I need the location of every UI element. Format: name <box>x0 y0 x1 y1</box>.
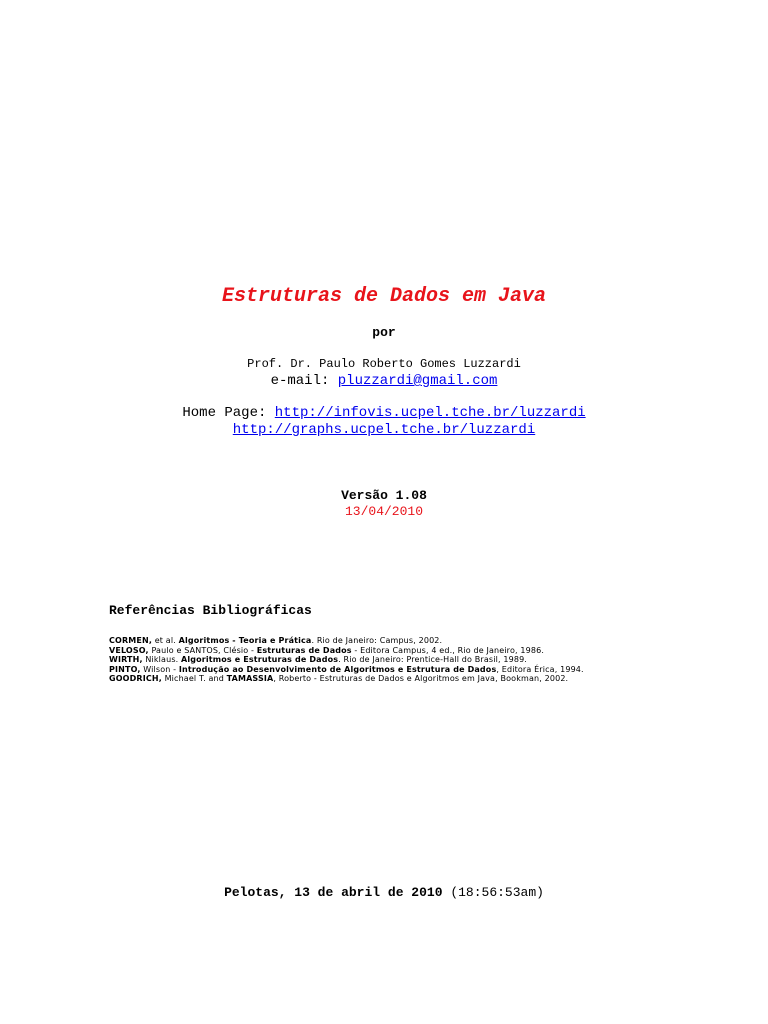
reference-text: , Roberto - Estruturas de Dados e Algoritmos em Java, Bookman, 2002. <box>273 674 569 683</box>
reference-item <box>109 655 631 665</box>
reference-text: et al. <box>152 636 179 645</box>
reference-title: Algoritmos - Teoria e Prática <box>178 636 312 645</box>
reference-author: WIRTH, <box>109 655 143 664</box>
email-link[interactable]: pluzzardi@gmail.com <box>337 373 498 389</box>
reference-text: , Editora Érica, 1994. <box>496 664 584 674</box>
reference-item <box>109 646 631 656</box>
reference-author: VELOSO, <box>109 645 149 655</box>
reference-text: . Rio de Janeiro: Campus, 2002. <box>311 636 443 645</box>
email-line <box>0 373 768 389</box>
email-label: e-mail: <box>270 373 338 389</box>
reference-title: Estruturas de Dados <box>256 645 352 655</box>
footer-date: Pelotas, 13 de abril de 2010 <box>224 885 443 900</box>
homepage-link-2[interactable]: http://graphs.ucpel.tche.br/luzzardi <box>232 422 536 438</box>
reference-text: Wilson - <box>140 664 179 674</box>
reference-title: Introdução ao Desenvolvimento de Algoritmos e Estrutura de Dados <box>178 664 497 674</box>
author-name: Prof. Dr. Paulo Roberto Gomes Luzzardi <box>247 357 521 371</box>
document-title: Estruturas de Dados em Java <box>221 285 547 308</box>
reference-text: . Rio de Janeiro: Prentice-Hall do Brasil, 1989. <box>338 655 528 664</box>
reference-text: Niklaus. <box>142 655 182 664</box>
footer-time: (18:56:53am) <box>450 885 544 900</box>
version-label: Versão 1.08 <box>341 488 427 503</box>
homepage-link-1[interactable]: http://infovis.ucpel.tche.br/luzzardi <box>274 405 586 421</box>
reference-item <box>109 636 631 646</box>
homepage-label: Home Page: <box>182 405 275 421</box>
reference-text: - Editora Campus, 4 ed., Rio de Janeiro, 1986. <box>351 645 545 655</box>
reference-title: TAMASSIA <box>226 674 274 683</box>
references-heading: Referências Bibliográficas <box>109 603 312 618</box>
reference-text: Michael T. and <box>161 674 227 683</box>
homepage-line-2 <box>0 422 768 438</box>
version-date: 13/04/2010 <box>344 504 423 519</box>
references-list <box>109 636 631 684</box>
reference-item <box>109 665 631 675</box>
footer-place-date <box>0 885 768 900</box>
reference-item <box>109 674 631 684</box>
by-label: por <box>372 325 396 340</box>
reference-author: PINTO, <box>109 664 141 674</box>
homepage-line <box>0 405 768 421</box>
reference-author: CORMEN, <box>109 636 153 645</box>
reference-text: Paulo e SANTOS, Clésio - <box>148 645 257 655</box>
reference-title: Algoritmos e Estruturas de Dados <box>181 655 339 664</box>
reference-author: GOODRICH, <box>109 674 162 683</box>
